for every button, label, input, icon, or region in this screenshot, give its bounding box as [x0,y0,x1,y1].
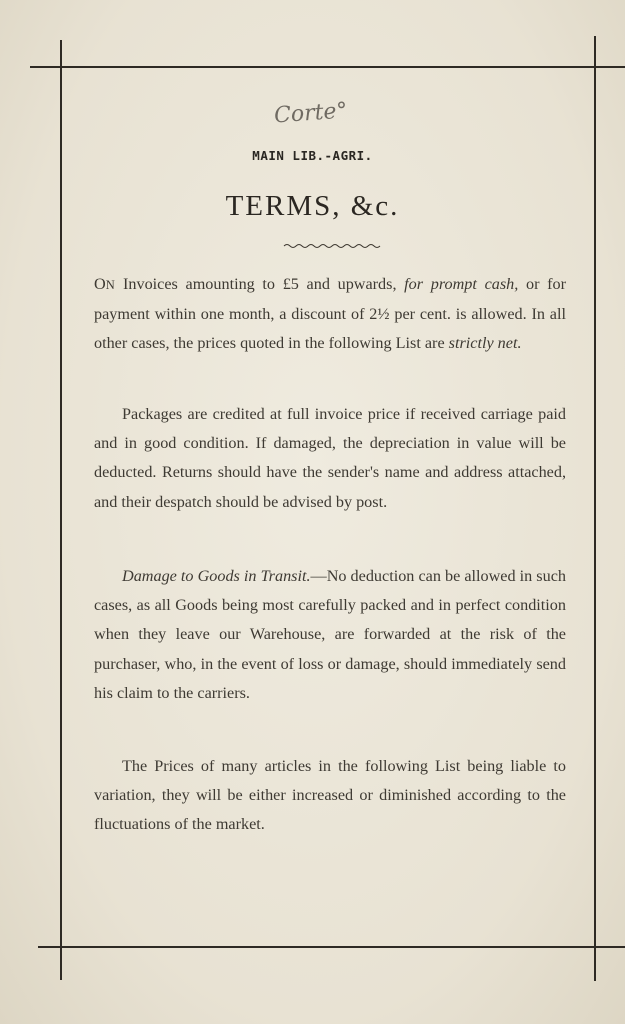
damage-text: —No deduction can be allowed in such cases, as all Goods being most carefully packed and in perfect condition when they leave our Warehouse, are forwarded at the risk of the purchaser, who, in the event of loss or damage, should immediately send his claim to the carriers. [94,567,566,702]
terms-paragraph-packages [94,400,566,517]
dropcap-initial: O [94,275,106,293]
left-border-rule [60,40,62,980]
invoice-text-a: Invoices amounting to £5 and upwards, [115,275,405,293]
packages-text: Packages are credited at full invoice price if received carriage paid and in good condition. If damaged, the depreciation in value will be deducted. Returns should have the sender's name and address attached, and their despatch should be advised by post. [94,405,566,511]
handwritten-note: Corte° [273,98,349,129]
invoice-italic-prompt-cash: for prompt cash, [404,275,519,293]
dropcap-rest: N [105,278,116,292]
terms-paragraph-invoices [94,270,566,359]
page-title: TERMS, &c. [225,190,400,222]
bottom-border-rule [38,946,625,948]
terms-paragraph-damage [94,562,566,708]
damage-heading: Damage to Goods in Transit. [122,567,311,585]
flourish-divider-icon [282,240,382,252]
invoice-text-b: or for payment within one month, a discount of 2½ per cent. is allowed. In all other cases, the prices quoted in the following List are [94,275,566,353]
invoice-italic-strictly-net: strictly net. [448,334,522,353]
top-border-rule [30,66,625,68]
library-stamp: MAIN LIB.-AGRI. [252,148,373,163]
terms-paragraph-prices [94,752,566,840]
prices-text: The Prices of many articles in the following List being liable to variation, they will be either increased or diminished according to the fluctuations of the market. [94,757,566,834]
right-border-rule [594,36,596,981]
